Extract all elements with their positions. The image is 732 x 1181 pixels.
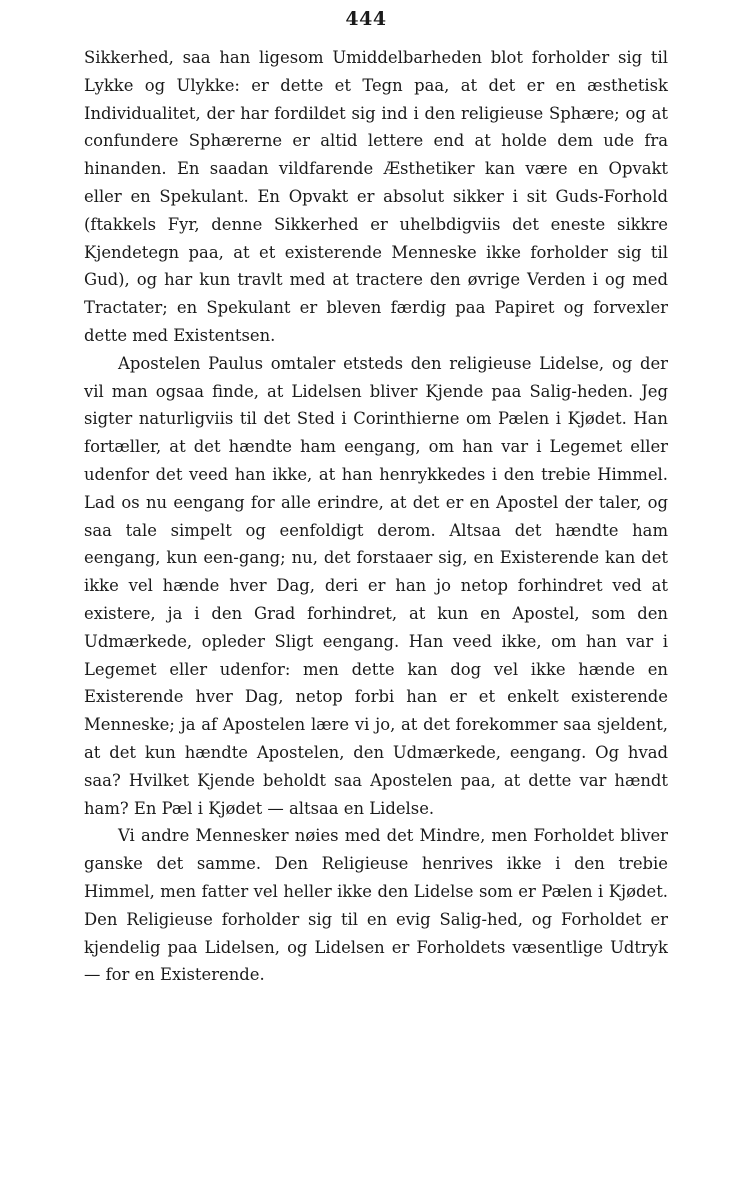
paragraph-2: Apostelen Paulus omtaler etsteds den religieuse Lidelse, og der vil man ogsaa finde, at Lidelsen bliver Kjende paa Salig-heden. Jeg sigter naturligviis til det Sted i Corinthierne om Pælen i Kjødet. Han fortæller, at det hændte ham eengang, om han var i Legemet eller udenfor det veed han ikke, at han henrykkedes i den trebie Himmel. Lad os nu eengang for alle erindre, at det er en Apostel der taler, og saa tale simpelt og eenfoldigt derom. Altsaa det hændte ham eengang, kun een-gang; nu, det forstaaer sig, en Existerende kan det ikke vel hænde hver Dag, deri er han jo netop forhindret ved at existere, ja i den Grad forhindret, at kun en Apostel, som den Udmærkede, opleder Sligt eengang. Han veed ikke, om han var i Legemet eller udenfor: men dette kan dog vel ikke hænde en Existerende hver Dag, netop forbi han er et enkelt existerende Menneske; ja af Apostelen lære vi jo, at det forekommer saa sjeldent, at det kun hændte Apostelen, den Udmærkede, eengang. Og hvad saa? Hvilket Kjende beholdt saa Apostelen paa, at dette var hændt ham? En Pæl i Kjødet — altsaa en Lidelse.	[84, 353, 668, 818]
paragraph-1: Sikkerhed, saa han ligesom Umiddelbarheden blot forholder sig til Lykke og Ulykke: er dette et Tegn paa, at det er en æsthetisk Individualitet, der har fordildet sig ind i den religieuse Sphære; og at confundere Sphærerne er altid lettere end at holde dem ude fra hinanden. En saadan vildfarende Æsthetiker kan være en Opvakt eller en Spekulant. En Opvakt er absolut sikker i sit Guds-Forhold (ftakkels Fyr, denne Sikkerhed er uhelbdigviis det eneste sikkre Kjendetegn paa, at et existerende Menneske ikke forholder sig til Gud), og har kun travlt med at tractere den øvrige Verden i og med Tractater; en Spekulant er bleven færdig paa Papiret og forvexler dette med Existentsen.	[84, 48, 668, 345]
body-text	[84, 44, 668, 989]
page-number: 444	[345, 8, 387, 30]
paragraph-3: Vi andre Mennesker nøies med det Mindre, men Forholdet bliver ganske det samme. Den Religieuse henrives ikke i den trebie Himmel, men fatter vel heller ikke den Lidelse som er Pælen i Kjødet. Den Religieuse forholder sig til en evig Salig-hed, og Forholdet er kjendelig paa Lidelsen, og Lidelsen er Forholdets væsentlige Udtryk — for en Existerende.	[84, 826, 668, 985]
